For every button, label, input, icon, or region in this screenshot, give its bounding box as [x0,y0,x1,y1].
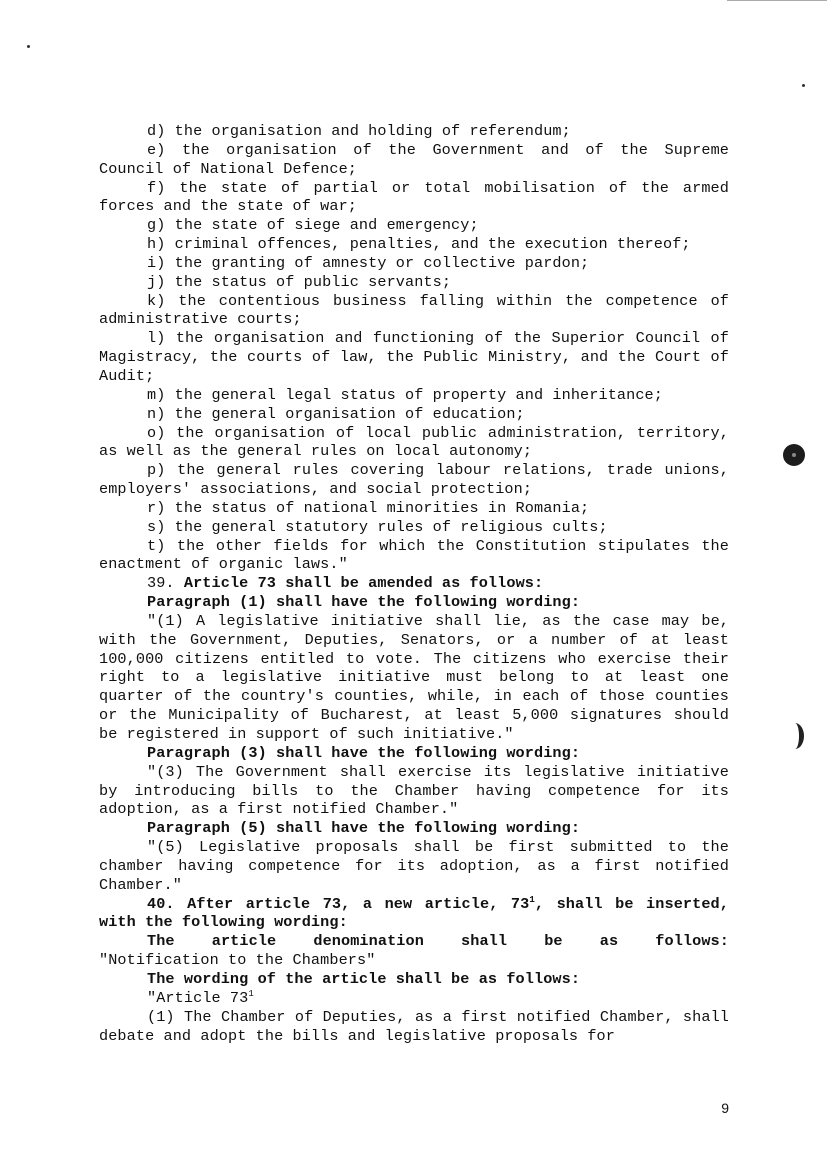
point-40-heading [99,895,729,933]
list-item-e: e) the organisation of the Government and of the Supreme Council of National Defence; [99,140,729,178]
list-item-g: g) the state of siege and emergency; [147,216,479,235]
list-item-p: p) the general rules covering labour relations, trade unions, employers' associations, and social protection; [99,461,729,499]
point-number: 40. [147,894,175,913]
article-title [99,989,729,1008]
list-item-k: k) the contentious business falling within the competence of administrative courts; [99,291,729,329]
scan-speck [802,84,805,87]
list-item-n: n) the general organisation of education; [147,404,525,423]
list-item-l: l) the organisation and functioning of the Superior Council of Magistracy, the courts of law, the Public Ministry, and the Court of Audit; [99,329,729,385]
paragraph-3-text: "(3) The Government shall exercise its legislative initiative by introducing bills to the Chamber having competence for its adoption, as a first notified Chamber." [99,762,729,819]
paragraph-1-text: "(1) A legislative initiative shall lie, as the case may be, with the Government, Deputies, Senators, or a number of at least 100,000 citizens entitled to vote. The citizens who exercise their right to a legislative initiative must belong to at least one quarter of the country's counties, while, in each of those counties or the Municipality of Bucharest, at least 5,000 signatures should be registered in support of such initiative." [99,611,729,743]
page-top-rule [727,0,827,1]
article-paragraph-1: (1) The Chamber of Deputies, as a first notified Chamber, shall debate and adopt the bills and legislative proposals for [99,1007,729,1045]
insertion-heading-a: After article 73, a new article, 73 [187,894,530,913]
list-item-d: d) the organisation and holding of referendum; [147,122,571,140]
list-item-h: h) criminal offences, penalties, and the execution thereof; [147,235,691,254]
paragraph-5-heading: Paragraph (5) shall have the following wording: [147,819,581,838]
list-item-j: j) the status of public servants; [147,272,452,291]
list-item-o: o) the organisation of local public administration, territory, as well as the general rules on local autonomy; [99,423,729,461]
scan-speck [27,45,30,48]
amendment-heading: Article 73 shall be amended as follows: [183,574,544,593]
document-body [99,122,729,1045]
list-item-i: i) the granting of amnesty or collective pardon; [147,253,590,272]
list-item-t: t) the other fields for which the Constitution stipulates the enactment of organic laws." [99,536,729,574]
article-title-text: "Article 73 [147,988,249,1007]
point-39-heading [99,574,729,593]
superscript: 1 [248,988,254,999]
point-number: 39. [147,574,175,593]
wording-label: The wording of the article shall be as follows: [147,969,581,988]
list-item-f: f) the state of partial or total mobilisation of the armed forces and the state of war; [99,178,729,216]
paragraph-5-text: "(5) Legislative proposals shall be first submitted to the chamber having competence for its adoption, as a first notified Chamber." [99,838,729,894]
punch-hole-mark [786,723,804,749]
list-item-m: m) the general legal status of property and inheritance; [147,385,663,404]
insertion-heading-b: , shall be inserted, with the following wording: [99,894,729,932]
page-number: 9 [721,1100,729,1116]
punch-hole-mark [783,444,805,466]
superscript: 1 [529,894,535,905]
denomination-label: The article denomination shall be as follows: [147,932,729,951]
paragraph-3-heading: Paragraph (3) shall have the following wording: [147,743,581,762]
list-item-r: r) the status of national minorities in Romania; [147,498,590,517]
denomination-value: "Notification to the Chambers" [99,951,376,970]
paragraph-1-heading: Paragraph (1) shall have the following wording: [147,593,581,612]
list-item-s: s) the general statutory rules of religious cults; [147,517,608,536]
